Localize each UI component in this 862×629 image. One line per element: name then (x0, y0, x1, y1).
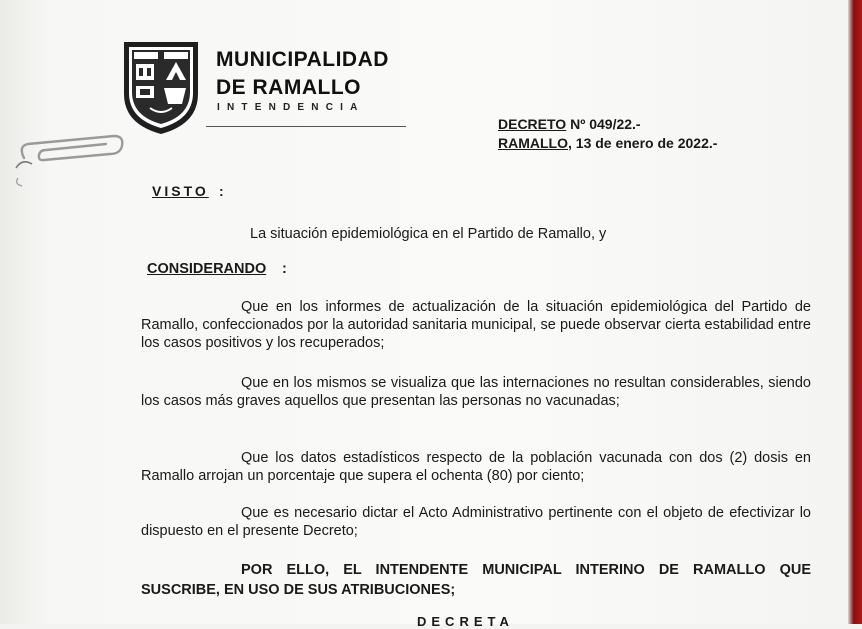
brand-name-line1: MUNICIPALIDAD (216, 48, 389, 71)
municipal-crest-icon (120, 38, 202, 136)
visto-heading-text: VISTO (152, 183, 209, 199)
header-divider (206, 126, 406, 127)
decree-header (498, 115, 717, 153)
considerando-paragraph: Que los datos estadísticos respecto de la población vacunada con dos (2) dosis en Ramallo arrojan un porcentaje que supera el ochenta (80) por ciento; (141, 450, 811, 484)
decree-number-line (498, 115, 717, 134)
decree-date-line (498, 134, 717, 153)
decree-date: , 13 de enero de 2022.- (568, 135, 718, 151)
considerando-paragraph: Que es necesario dictar el Acto Administrativo pertinente con el objeto de efectivizar lo dispuesto en el presente Decreto; (141, 505, 811, 539)
visto-colon: : (219, 183, 224, 199)
decree-place: RAMALLO (498, 135, 568, 151)
considerando-heading: CONSIDERANDO (147, 261, 267, 277)
brand-name-line2: DE RAMALLO (216, 76, 361, 99)
considerando-colon: : (282, 261, 287, 277)
paper-clip-icon (14, 128, 126, 188)
decreta-heading: DECRETA (417, 614, 514, 629)
considerando-paragraph: Que en los mismos se visualiza que las internaciones no resultan considerables, siendo los casos más graves aquellos que presentan las personas no vacunadas; (141, 375, 811, 409)
por-ello-statement: POR ELLO, EL INTENDENTE MUNICIPAL INTERINO DE RAMALLO QUE SUSCRIBE, EN USO DE SUS ATRIBUCIONES; (141, 562, 811, 598)
considerando-paragraph: Que en los informes de actualización de la situación epidemiológica del Partido de Ramallo, confeccionados por la autoridad sanitaria municipal, se puede observar cierta estabilidad entre los casos positivos y los recuperados; (141, 299, 811, 351)
decree-label: DECRETO (498, 116, 567, 132)
brand-subtitle: INTENDENCIA (217, 102, 365, 113)
decree-number: Nº 049/22.- (566, 116, 641, 132)
page-edge (848, 0, 862, 624)
visto-heading (152, 183, 209, 199)
visto-text: La situación epidemiológica en el Partido de Ramallo, y (250, 226, 607, 242)
